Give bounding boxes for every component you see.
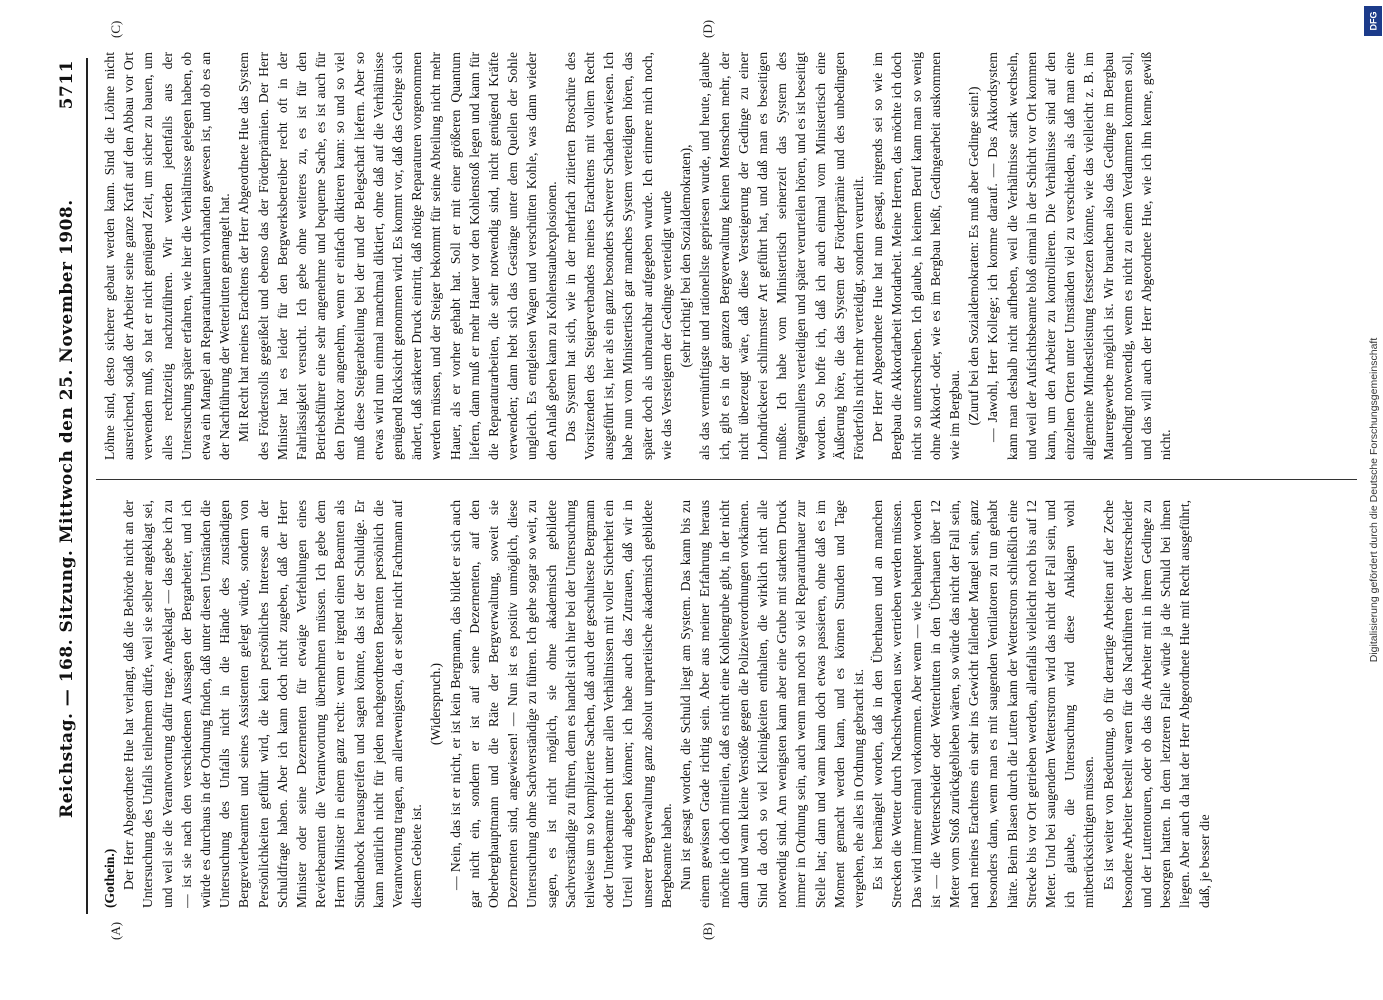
right-paragraph-5: Der Herr Abgeordnete Hue hat nun gesagt, nirgends sei so wie im Bergbau die Akkordarbeit Mordarbeit. Meine Herren, das möchte ich doch nicht so unterschreiben. Ich glaube, in keinem Beruf kann man so wenig ohne Akkord- oder, wie es im Bergbau heißt, Gedingearbeit auskommen wie im Bergbau. (870, 52, 962, 460)
page-header-title: Reichstag. — 168. Sitzung. Mittwoch den 25. November 1908. (57, 199, 77, 818)
column-divider (96, 479, 1357, 480)
dfg-logo-text: DFG (1368, 11, 1378, 31)
header-rule (86, 58, 88, 914)
right-paragraph-2: Mit Recht hat meines Erachtens der Herr Abgeordnete Hue das System des Förderstolls gegeißelt und ebenso das der Förderprämien. Der Herr Minister hat es leider für den Bergwerksbetreiber recht oft in der Fahrlässigkeit versucht. Ich gebe ohne weiteres zu, es ist für den Betriebsführer eine sehr angenehme und bequeme Sache, es ist auch für den Direktor angenehm, wenn er einfach diktieren kann: so und so viel muß diese Steigerabteilung bei der und der Belegschaft liefern. Aber so etwas wird nun einmal manchmal diktiert, ohne daß auf die Verhältnisse genügend Rücksicht genommen wird. Es kommt vor, daß das Gebirge sich ändert, daß stärkerer Druck eintritt, daß nötige Reparaturen vorgenommen werden müssen, und der Steiger bekommt für seine Abteilung nicht mehr Hauer, als er vorher gehabt hat. Soll er mit einer größeren Quantum liefern, dann muß er mehr Hauer vor den Kohlenstoß legen und kann für die Reparaturarbeiten, die sehr notwendig sind, nicht genügend Kräfte verwenden; dann hebt sich das Gestänge unter dem Quellen der Sohle ungleich. Es entgleisen Wagen und verschütten Kohle, was dann wieder den Anlaß geben kann zu Kohlenstaubexplosionen. (236, 52, 559, 460)
margin-marker-a: (A) (108, 921, 123, 940)
left-interjection-1: (Widerspruch.) (428, 662, 444, 746)
page-number: 5711 (57, 60, 77, 110)
left-paragraph-5: Es ist weiter von Bedeutung, ob für derartige Arbeiten auf der Zeche besondere Arbeiter bestellt waren für das Nachführen der Wetterscheider und der Luttentouren, oder ob das die Arbeiter mit in ihrem Gedinge zu besorgen hatten. In dem letzteren Falle würde ja die Schuld bei ihnen liegen. Aber auch da hat der Herr Abgeordnete Hue mit Recht ausgeführt, daß, je besser die (1100, 500, 1212, 908)
margin-marker-c: (C) (108, 20, 123, 38)
left-column (100, 500, 1353, 908)
right-interjection-2: (Zuruf bei den Sozialdemokraten: Es muß aber Gedinge sein!) (966, 86, 982, 426)
left-paragraph-1: Der Herr Abgeordnete Hue hat verlangt, daß die Behörde nicht an der Untersuchung des Unfalls teilnehmen dürfe, weil sie selber angeklagt sei, und weil sie die Verantwortung dafür trage. Angeklagt — das gebe ich zu — ist sie nach den verschiedenen Aussagen der Bergarbeiter, und ich würde es durchaus in der Ordnung finden, daß unter diesen Umständen die Untersuchung des Unfalls nicht in die Hände des zuständigen Bergrevierbeamten und seines Assistenten gelegt würde, sondern von Persönlichkeiten geführt wird, die kein persönliches Interesse an der Schuldfrage haben. Aber ich kann doch nicht zugeben, daß der Herr Minister oder seine Dezernenten für etwaige Verfehlungen eines Revierbeamten die Verantwortung übernehmen müssen. Ich gebe dem Herrn Minister in einem ganz recht: wenn er irgend einen Beamten als Sündenbock herausgreifen und sagen könnte, das ist der Schuldige. Er kann natürlich nicht für jeden nachgeordneten Beamten persönlich die Verantwortung tragen, am allerwenigsten, da er selber nicht Fachmann auf diesem Gebiete ist. (121, 500, 425, 908)
right-paragraph-4: als das vernünftigste und rationellste gepriesen wurde, und heute, glaube ich, gibt es in der ganzen Bergverwaltung keinen Menschen mehr, der nicht überzeugt wäre, daß diese Versteigerung der Gedinge zu einer Lohndrückerei schlimmster Art geführt hat, und daß man es beseitigen mußte. Ich habe vom Ministertisch seinerzeit das System des Wagennullens verteidigen und später verurteilen hören, und es ist beseitigt worden. So hoffe ich, daß ich auch einmal vom Ministertisch eine Äußerung höre, die das System der Förderprämie und des unbedingten Förderfolls nicht mehr verteidigt, sondern verurteilt. (697, 52, 866, 460)
digitization-note-text: Digitalisierung gefördert durch die Deutsche Forschungsgemeinschaft (1368, 337, 1380, 663)
page-header (52, 60, 82, 908)
margin-marker-d: (D) (700, 19, 715, 38)
left-paragraph-2: — Nein, das ist er nicht, er ist kein Bergmann, das bildet er sich auch gar nicht ein, sondern er ist auf seine Dezernenten, auf den Oberberghauptmann und die Räte der Bergverwaltung, soweit sie Dezernenten sind, angewiesen! — Nun ist es positiv unmöglich, diese Untersuchung ohne Sachverständige zu führen. Ich gehe sogar so weit, zu sagen, es ist nicht möglich, sie ohne akademisch gebildete Sachverständige zu führen, denn es handelt sich hier bei der Untersuchung teilweise um so komplizierte Sachen, daß auch der geschulteste Bergmann oder Unterbeamte nicht unter allen Verhältnissen mit voller Sicherheit ein Urteil wird abgeben können; ich habe auch das Zutrauen, daß wir in unserer Bergverwaltung ganz absolut unparteiische akademisch gebildete Bergbeamte haben. (447, 500, 674, 908)
right-interjection-1: (sehr richtig! bei den Sozialdemokraten), (678, 144, 694, 368)
left-paragraph-4: Es ist bemängelt worden, daß in den Überhauen und an manchen Strecken die Wetter durch Nachschwaden usw. vertrieben werden müssen. Das wird immer einmal vorkommen. Aber wenn — wie behauptet worden ist — die Wetterscheider oder Wetterlutten in den Überhauen über 12 Meter vom Stoß zurückgeblieben wären, so würde das nicht der Fall sein, nach meines Erachtens ein sehr ins Gewicht fallender Mangel sein, ganz besonders dann, wenn man es mit saugenden Ventilatoren zu tun gehabt hätte. Beim Blasen durch die Lutten kann der Wetterstrom schließlich eine Strecke bis vor Ort getrieben werden, allenfalls vielleicht noch bis auf 12 Meter. Und bei saugendem Wetterstrom wird das nicht der Fall sein, und ich glaube, die Untersuchung wird diese Anklagen wohl mitberücksichtigen müssen. (870, 500, 1097, 908)
right-column (100, 52, 1353, 460)
left-paragraph-3: Nun ist gesagt worden, die Schuld liegt am System. Das kann bis zu einem gewissen Grade richtig sein. Aber aus meiner Erfahrung heraus möchte ich doch mitteilen, daß es nicht eine Kohlengrube gibt, in der nicht dann und wann kleine Verstöße gegen die Polizeiverordnungen vorkämen. Sind da doch so viel Kleinigkeiten enthalten, die wirklich nicht alle notwendig sind. Am wenigsten kann aber eine Grube mit starkem Druck immer in Ordnung sein, auch wenn man noch so viel Reparaturhauer zur Stelle hat; dann und wann kann doch etwas passieren, ohne daß es im Moment gemacht werden kann, und es können Stunden und Tage vergehen, ehe alles in Ordnung gebracht ist. (678, 500, 866, 908)
right-paragraph-6: — Jawohl, Herr Kollege; ich komme darauf. — Das Akkordsystem kann man deshalb nicht aufheben, weil die Verhältnisse stark wechseln, und weil der Aufsichtsbeamte bloß einmal in der Schicht vor Ort kommen kann, um den Arbeiter zu kontrollieren. Die Verhältnisse sind auf den einzelnen Orten unter Umständen viel zu verschieden, als daß man eine allgemeine Mindestleistung festsetzen könnte, wie das vielleicht z. B. im Maurergewerbe möglich ist. Wir brauchen also das Gedinge im Bergbau unbedingt notwendig, wenn es nicht zu einem Verdammen kommen soll, und das will auch der Herr Abgeordnete Hue, wie ich ihn kenne, gewiß nicht. (985, 52, 1174, 460)
right-paragraph-3: Das System hat sich, wie in der mehrfach zitierten Broschüre des Vorsitzenden des Steigerverbandes meines Erachtens mit vollem Recht ausgeführt ist, hier als ein ganz besonders schwerer Schaden erwiesen. Ich habe nun vom Ministertisch gar manches System verteidigen hören, das später doch als unbrauchbar aufgegeben wurde. Ich erinnere mich noch, wie das Versteigern der Gedinge verteidigt wurde (562, 52, 674, 460)
speaker-label: (Gothein.) (102, 848, 117, 908)
right-paragraph-1: Löhne sind, desto sicherer gebaut werden kann. Sind die Löhne nicht ausreichend, sodaß der Arbeiter seine ganze Kraft auf den Abbau vor Ort verwenden muß, so hat er nicht genügend Zeit, um sicher zu bauen, um alles rechtzeitig nachzuführen. Wir werden jedenfalls aus der Untersuchung später erfahren, wie hier die Verhältnisse gelegen haben, ob etwa ein Mangel an Reparaturhauern vorhanden gewesen ist, und ob es an der Nachführung der Wetterlutten gemangelt hat. (102, 52, 233, 460)
margin-marker-b: (B) (700, 922, 715, 940)
digitization-note (1365, 10, 1383, 990)
